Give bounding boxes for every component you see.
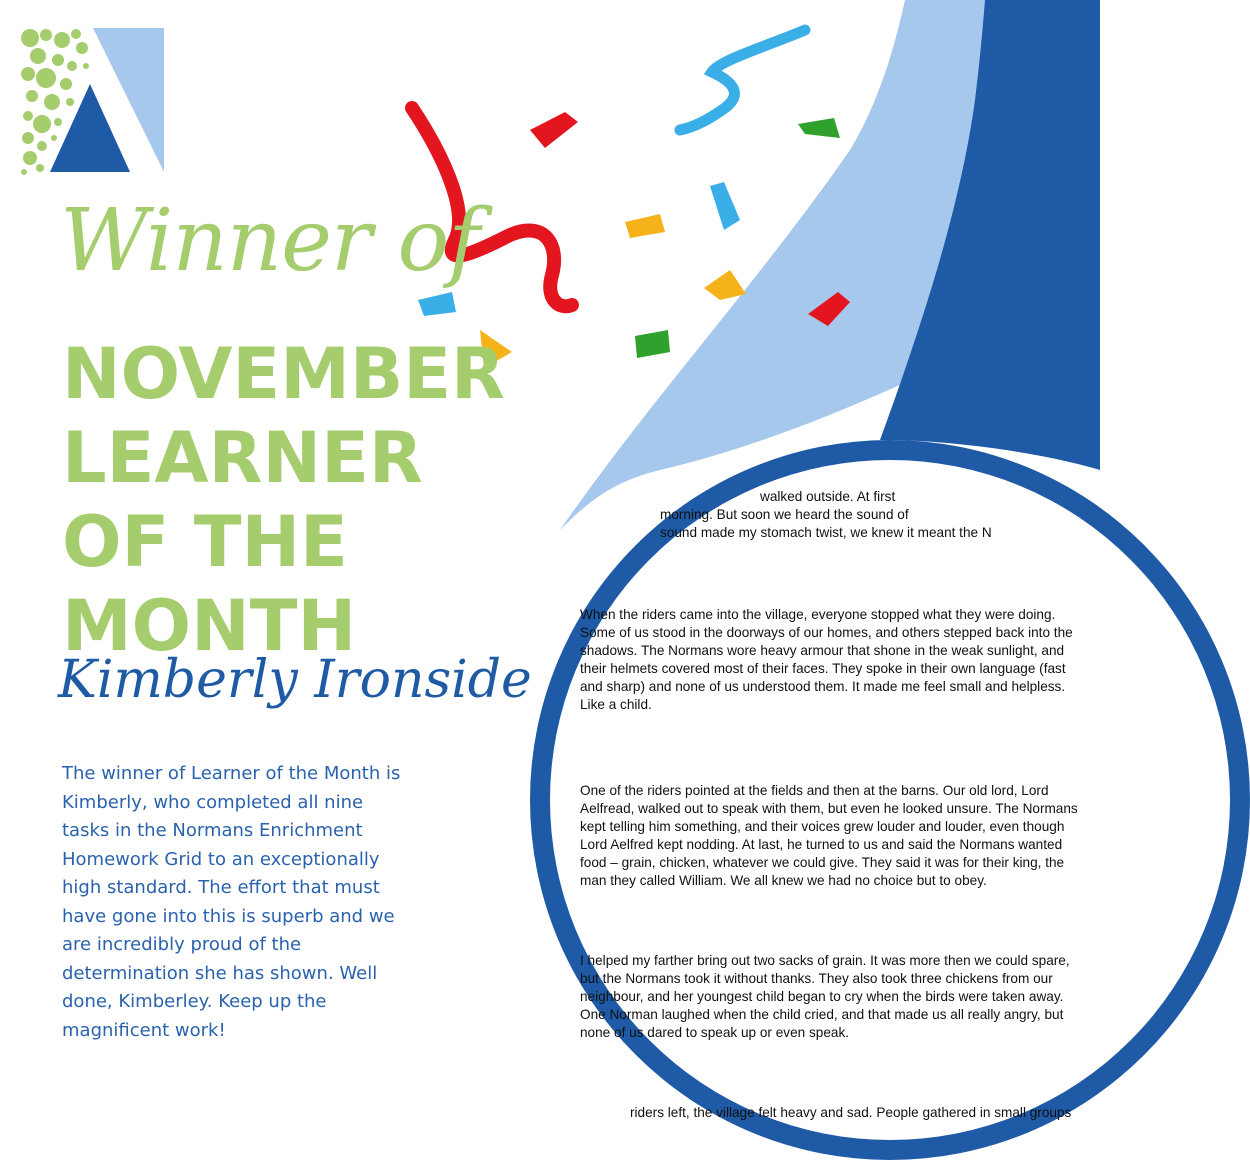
essay-line: food – grain, chicken, whatever we could give. They said it was for their king, the — [580, 855, 1065, 870]
winner-of-script: Winner of — [60, 191, 480, 291]
headline-line: NOVEMBER — [62, 333, 505, 415]
essay-line: morning. But soon we heard the sound of — [660, 507, 909, 522]
essay-line: walked outside. At first — [760, 489, 896, 504]
essay-paragraph — [580, 606, 1140, 714]
essay-line: their helmets covered most of their faces. They spoke in their own language (fast — [580, 661, 1066, 676]
essay-paragraph — [580, 782, 1140, 890]
essay-line: neighbour, and her youngest child began to cry when the birds were taken away. — [580, 989, 1064, 1004]
headline-line: MONTH — [62, 585, 357, 667]
essay-line: kept telling him something, and their voices grew louder and louder, even though — [580, 819, 1065, 834]
headline-line: OF THE — [62, 501, 348, 583]
essay-line: sound made my stomach twist, we knew it meant the N — [660, 525, 992, 540]
essay-line: riders left, the village felt heavy and sad. People gathered in small groups — [630, 1105, 1072, 1120]
essay-line: man they called William. We all knew we had no choice but to obey. — [580, 873, 987, 888]
essay-line: Like a child. — [580, 697, 652, 712]
essay-paragraph — [580, 1104, 1140, 1122]
headline-line: LEARNER — [62, 417, 423, 499]
essay-document — [550, 460, 1230, 1140]
essay-paragraph — [580, 488, 1140, 542]
essay-paragraph — [580, 952, 1140, 1042]
essay-line: shadows. The Normans wore heavy armour that shone in the weak sunlight, and — [580, 643, 1065, 658]
essay-line: none of us dared to speak up or even speak. — [580, 1025, 850, 1040]
winner-description: The winner of Learner of the Month is Kimberly, who completed all nine tasks in the Normans Enrichment Homework Grid to an exceptionally high standard. The effort that must have gone into this is superb and we are incredibly proud of the determination she has shown. Well done, Kimberley. Keep up the magnificent work! — [62, 763, 401, 1041]
essay-line: One Norman laughed when the child cried, and that made us all really angry, but — [580, 1007, 1064, 1022]
essay-line: When the riders came into the village, everyone stopped what they were doing. — [580, 607, 1056, 622]
essay-line: Lord Aelfred kept nodding. At last, he turned to us and said the Normans wanted — [580, 837, 1063, 852]
essay-line: but the Normans took it without thanks. They also took three chickens from our — [580, 971, 1053, 986]
essay-line: and sharp) and none of us understood them. It made me feel small and helpless. — [580, 679, 1066, 694]
winner-name: Kimberly Ironside — [58, 650, 532, 710]
essay-line: I helped my farther bring out two sacks of grain. It was more then we could spare, — [580, 953, 1070, 968]
essay-line: One of the riders pointed at the fields and then at the barns. Our old lord, Lord — [580, 783, 1049, 798]
essay-line: Aelfread, walked out to speak with them, but even he looked unsure. The Normans — [580, 801, 1078, 816]
essay-circle — [530, 440, 1250, 1160]
headline — [62, 332, 532, 668]
essay-line: Some of us stood in the doorways of our homes, and others stepped back into the — [580, 625, 1073, 640]
